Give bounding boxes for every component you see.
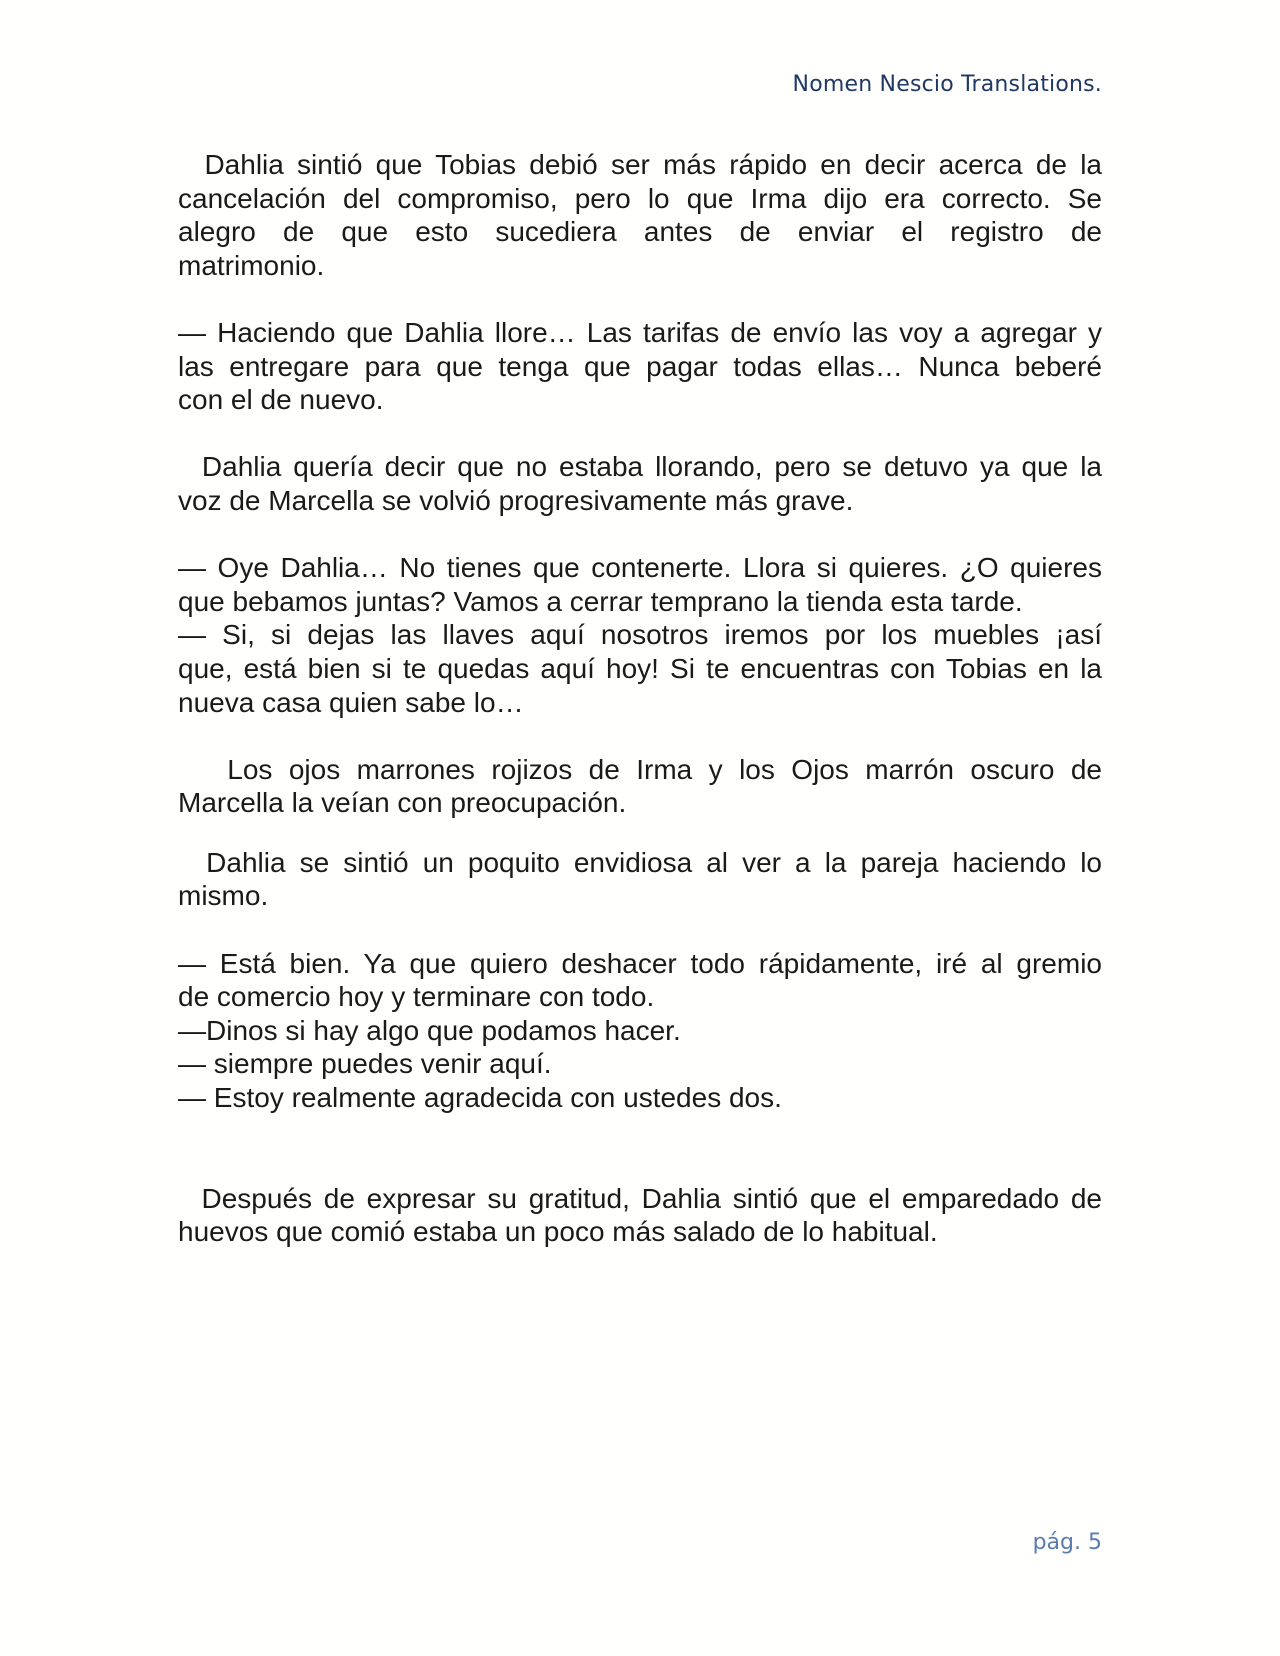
page-body: [178, 148, 1102, 1249]
text-line: — Oye Dahlia… No tienes que contenerte. Llora si quieres. ¿O quieres: [178, 552, 1102, 584]
text-line: mismo.: [178, 880, 269, 912]
page-number: pág. 5: [1032, 1530, 1102, 1555]
text-line: Los ojos marrones rojizos de Irma y los Ojos marrón oscuro de: [178, 753, 1103, 785]
text-line: cancelación del compromiso, pero lo que Irma dijo era correcto. Se: [178, 182, 1102, 214]
paragraph: [178, 753, 1102, 820]
dialogue-paragraph: [178, 618, 1102, 719]
text-line: nueva casa quien sabe lo…: [178, 686, 524, 718]
text-line: de comercio hoy y terminare con todo.: [178, 981, 655, 1013]
text-line: Después de expresar su gratitud, Dahlia sintió que el emparedado de: [178, 1182, 1102, 1214]
text-line: Marcella la veían con preocupación.: [178, 787, 627, 819]
text-line: — Estoy realmente agradecida con ustedes dos.: [178, 1082, 782, 1114]
dialogue-paragraph: [178, 1081, 1102, 1115]
page-header: Nomen Nescio Translations.: [792, 72, 1102, 97]
text-line: — siempre puedes venir aquí.: [178, 1048, 552, 1080]
paragraph: [178, 450, 1102, 517]
text-line: las entregare para que tenga que pagar todas ellas… Nunca beberé: [178, 350, 1102, 382]
text-line: — Está bien. Ya que quiero deshacer todo rápidamente, iré al gremio: [178, 947, 1102, 979]
text-line: alegro de que esto sucediera antes de enviar el registro de: [178, 216, 1102, 248]
paragraph: [178, 1182, 1102, 1249]
dialogue-paragraph: [178, 551, 1102, 618]
text-line: con el de nuevo.: [178, 384, 384, 416]
text-line: que, está bien si te quedas aquí hoy! Si te encuentras con Tobias en la: [178, 652, 1102, 684]
text-line: — Haciendo que Dahlia llore… Las tarifas de envío las voy a agregar y: [178, 316, 1102, 348]
text-line: voz de Marcella se volvió progresivamente más grave.: [178, 484, 854, 516]
dialogue-paragraph: [178, 947, 1102, 1014]
text-line: que bebamos juntas? Vamos a cerrar temprano la tienda esta tarde.: [178, 585, 1023, 617]
dialogue-paragraph: [178, 316, 1102, 417]
dialogue-paragraph: [178, 1014, 1102, 1048]
text-line: —Dinos si hay algo que podamos hacer.: [178, 1014, 681, 1046]
dialogue-paragraph: [178, 1047, 1102, 1081]
text-line: Dahlia quería decir que no estaba llorando, pero se detuvo ya que la: [178, 451, 1102, 483]
text-line: Dahlia se sintió un poquito envidiosa al ver a la pareja haciendo lo: [178, 846, 1103, 878]
text-line: — Si, si dejas las llaves aquí nosotros iremos por los muebles ¡así: [178, 619, 1102, 651]
text-line: matrimonio.: [178, 249, 325, 281]
paragraph: [178, 846, 1102, 913]
paragraph: [178, 148, 1102, 282]
text-line: huevos que comió estaba un poco más salado de lo habitual.: [178, 1216, 938, 1248]
text-line: Dahlia sintió que Tobias debió ser más rápido en decir acerca de la: [178, 149, 1102, 180]
